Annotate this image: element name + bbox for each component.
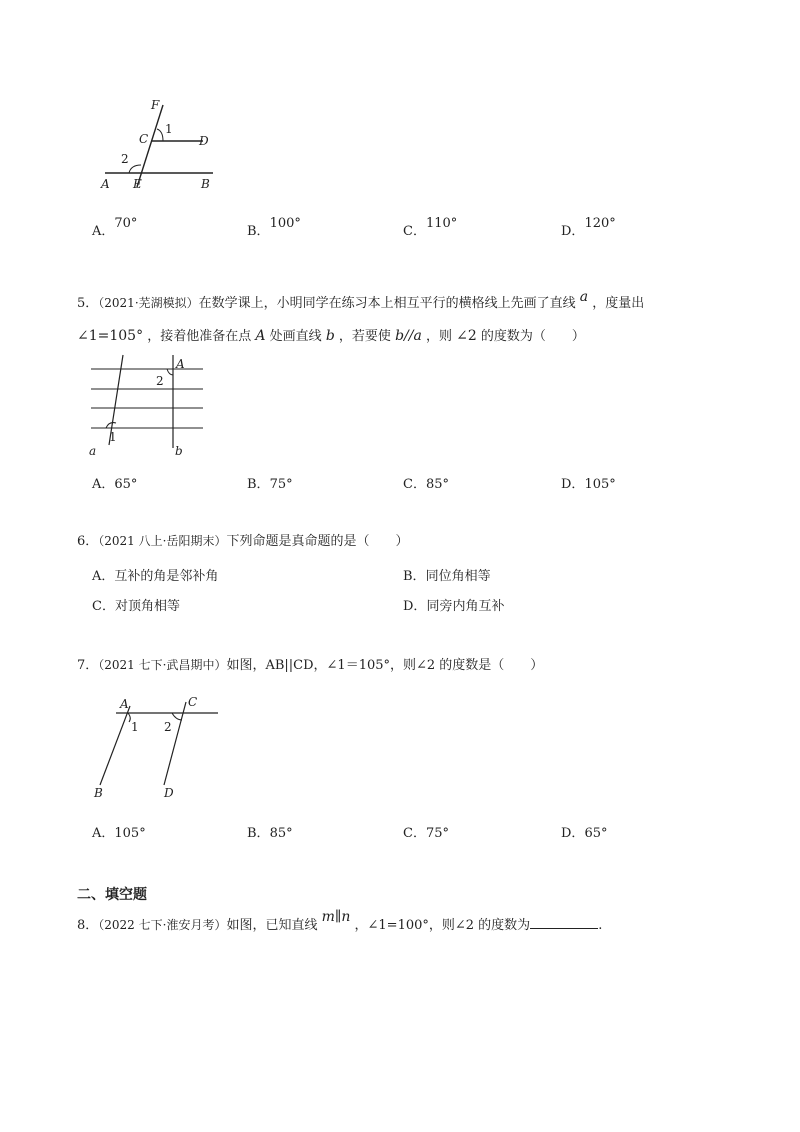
q4-label-F: F (151, 98, 160, 112)
q5-label-b: b (175, 444, 183, 458)
q7-label-C: C (188, 695, 198, 709)
q7-label-B: B (94, 786, 103, 800)
q6-option-a[interactable]: A．互补的角是邻补角 (92, 569, 219, 584)
q7-option-d[interactable]: D．65° (561, 826, 608, 841)
q5-label-2: 2 (156, 374, 164, 388)
q7-label-D: D (164, 786, 174, 800)
q8-mn: m∥n (321, 909, 351, 925)
q6-option-b[interactable]: B．同位角相等 (403, 569, 491, 584)
q8-answer-blank[interactable] (530, 914, 598, 929)
q5-stem-line1: 5．（2021·芜湖模拟）在数学课上，小明同学在练习本上相互平行的横格线上先画了直线 a ，度量出 (77, 289, 645, 311)
q4-label-C: C (139, 132, 149, 146)
q5-figure (85, 353, 210, 463)
q5-option-b[interactable]: B．75° (247, 477, 293, 492)
q4-option-a[interactable]: A．70° (92, 216, 138, 239)
q5-var-a: a (579, 289, 589, 305)
q4-label-E: E (133, 177, 142, 191)
q6-option-d[interactable]: D．同旁内角互补 (403, 599, 505, 614)
q5-label-1: 1 (109, 430, 117, 444)
q7-label-1: 1 (131, 720, 139, 734)
q5-label-A: A (176, 357, 185, 371)
q6-option-c[interactable]: C．对顶角相等 (92, 599, 180, 614)
q7-figure (88, 690, 228, 805)
q7-label-2: 2 (164, 720, 172, 734)
q8-stem: 8．（2022 七下·淮安月考）如图，已知直线 m∥n ，∠1=100°，则∠2 的度数为 . (77, 909, 603, 933)
q4-label-2: 2 (121, 152, 129, 166)
q5-label-a: a (89, 444, 97, 458)
q4-label-1: 1 (165, 122, 173, 136)
q7-option-a[interactable]: A．105° (92, 826, 146, 841)
section-heading: 二、填空题 (77, 887, 147, 903)
q4-label-B: B (201, 177, 210, 191)
q7-label-A: A (120, 697, 129, 711)
q4-label-D: D (199, 134, 209, 148)
q6-stem: 6．（2021 八上·岳阳期末）下列命题是真命题的是（ ） (77, 534, 409, 549)
q4-option-d[interactable]: D．120° (561, 216, 616, 239)
q5-stem-line2: ∠1=105° ，接着他准备在点 A 处画直线 b ，若要使 b//a ，则 ∠2 的度数为（ ） (77, 328, 585, 344)
q5-option-d[interactable]: D．105° (561, 477, 616, 492)
q7-option-b[interactable]: B．85° (247, 826, 293, 841)
q5-option-a[interactable]: A．65° (92, 477, 138, 492)
q4-figure (95, 95, 225, 195)
q5-option-c[interactable]: C．85° (403, 477, 449, 492)
q4-option-c[interactable]: C．110° (403, 216, 458, 239)
q7-option-c[interactable]: C．75° (403, 826, 449, 841)
q7-stem: 7．（2021 七下·武昌期中）如图，AB||CD，∠1＝105°，则∠2 的度数是（ ） (77, 658, 544, 673)
q4-label-A: A (101, 177, 110, 191)
q4-option-b[interactable]: B．100° (247, 216, 301, 239)
